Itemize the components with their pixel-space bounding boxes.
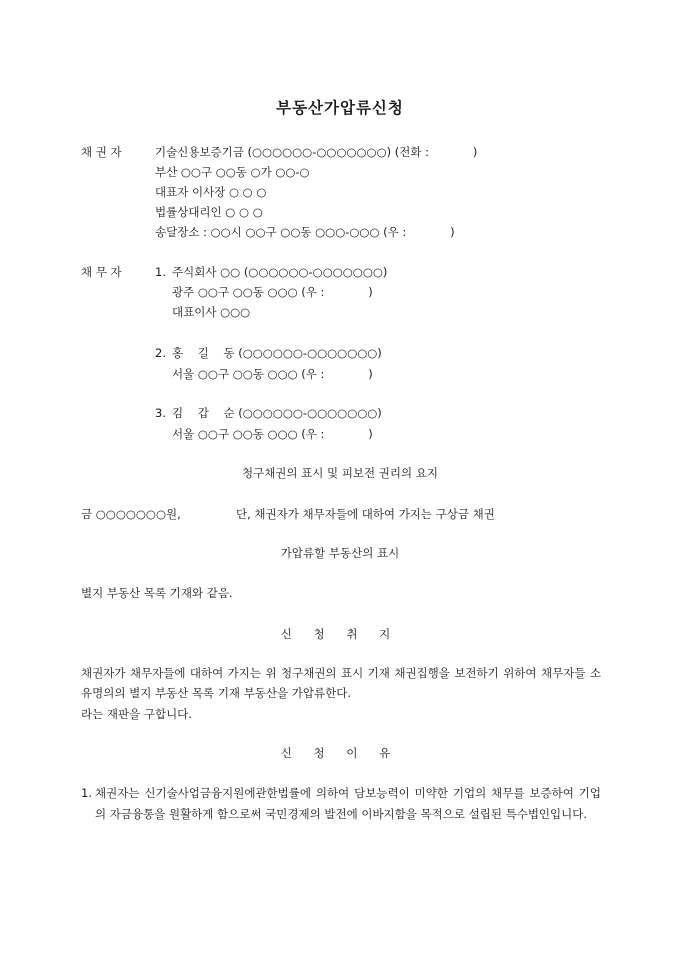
claim-detail: 단, 채권자가 채무자들에 대하여 가지는 구상금 채권 (236, 507, 495, 521)
debtor-3-name: 김 갑 순 (○○○○○○-○○○○○○○) (172, 406, 382, 420)
claim-amount: 금 ○○○○○○○원, (81, 507, 181, 521)
creditor-label: 채 권 자 (81, 145, 122, 159)
debtor-1-name: 주식회사 ○○ (○○○○○○-○○○○○○○) (172, 265, 388, 279)
property-text: 별지 부동산 목록 기재와 같음. (81, 586, 233, 600)
debtor-2-name: 홍 길 동 (○○○○○○-○○○○○○○) (172, 346, 382, 360)
debtor-3-number: 3. (155, 406, 166, 420)
debtor-label: 채 무 자 (81, 265, 122, 279)
creditor-line-representative: 대표자 이사장 ○ ○ ○ (155, 185, 267, 199)
debtor-1-representative: 대표이사 ○○○ (172, 305, 251, 319)
document-title: 부동산가압류신청 (276, 99, 404, 117)
purpose-closing: 라는 재판을 구합니다. (81, 707, 192, 721)
creditor-line-address: 부산 ○○구 ○○동 ○가 ○○-○ (155, 165, 310, 179)
debtor-2-number: 2. (155, 346, 166, 360)
reason-item-text: 채권자는 신기술사업금융지원에관한법률에 의하여 담보능력이 미약한 기업의 채무를 보증하여 기업의 자금융통을 원활하게 함으로써 국민경제의 발전에 이바지함을 목적으로 설립된 특수법인입니다. (95, 786, 601, 821)
claim-heading: 청구채권의 표시 및 피보전 권리의 요지 (241, 466, 439, 480)
creditor-line-name: 기술신용보증기금 (○○○○○○-○○○○○○○) (전화 : ) (155, 145, 478, 159)
debtor-2-address: 서울 ○○구 ○○동 ○○○ (우 : ) (172, 367, 373, 381)
debtor-1-address: 광주 ○○구 ○○동 ○○○ (우 : ) (172, 285, 373, 299)
reason-item (81, 783, 601, 825)
debtor-1-number: 1. (155, 265, 166, 279)
property-heading: 가압류할 부동산의 표시 (280, 546, 400, 560)
creditor-line-service-address: 송달장소 : ○○시 ○○구 ○○동 ○○○-○○○ (우 : ) (155, 225, 455, 239)
reason-item-number: 1. (81, 786, 92, 800)
creditor-line-legal-agent: 법률상대리인 ○ ○ ○ (155, 205, 263, 219)
reasons-heading: 신 청 이 유 (280, 746, 400, 760)
purpose-heading: 신 청 취 지 (280, 627, 400, 641)
debtor-3-address: 서울 ○○구 ○○동 ○○○ (우 : ) (172, 427, 373, 441)
purpose-paragraph: 채권자가 채무자들에 대하여 가지는 위 청구채권의 표시 기재 채권집행을 보전하기 위하여 채무자들 소유명의의 별지 부동산 목록 기재 부동산을 가압류한다. (81, 666, 601, 700)
